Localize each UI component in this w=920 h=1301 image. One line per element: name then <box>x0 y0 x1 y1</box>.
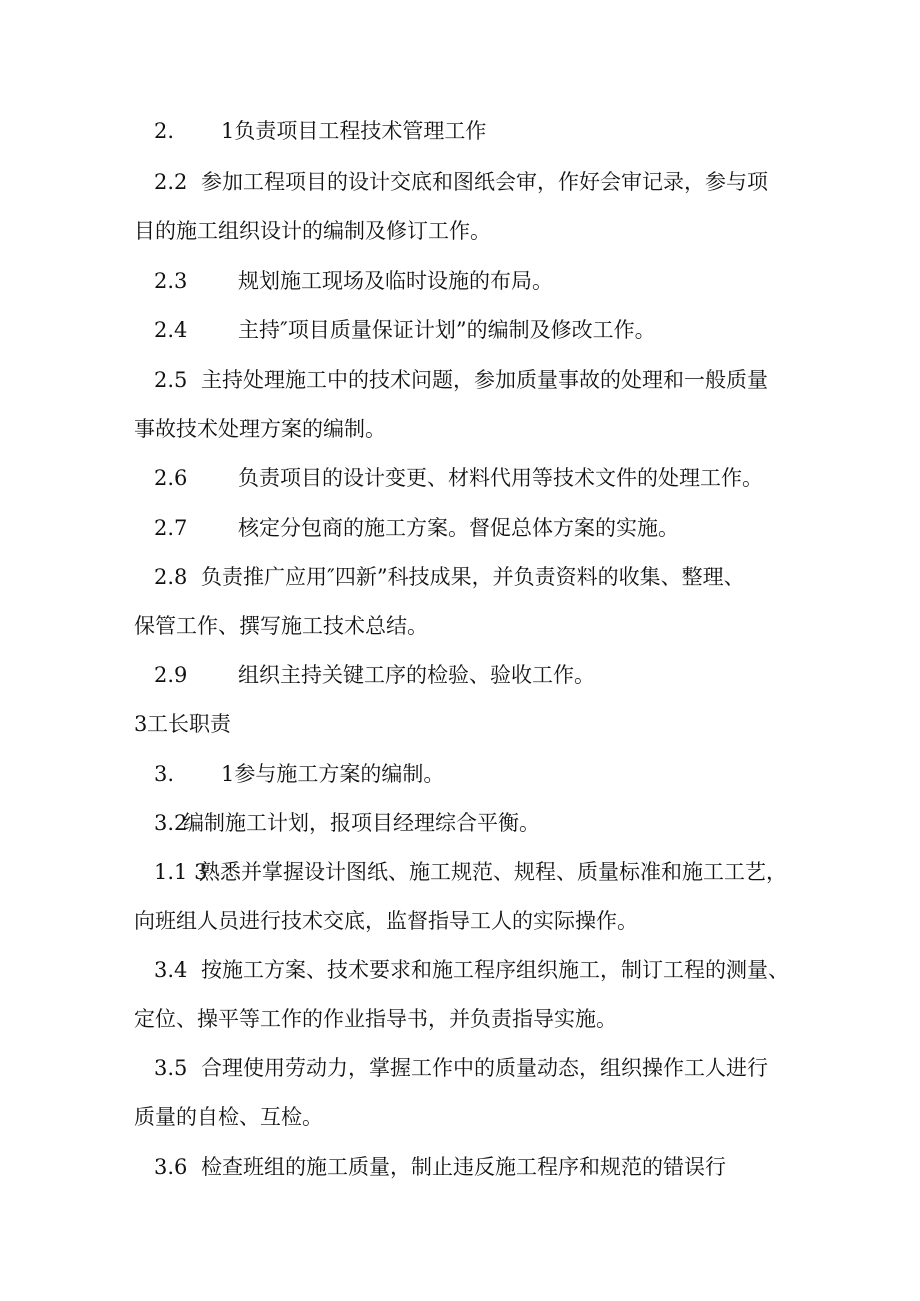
clause-text: 合理使用劳动力，掌握工作中的质量动态，组织操作工人进行 <box>201 1056 768 1080</box>
clause-text-continued: 目的施工组织设计的编制及修订工作。 <box>134 219 491 243</box>
clause-text: 检查班组的施工质量，制止违反施工程序和规范的错误行 <box>201 1155 726 1179</box>
clause-2-4 <box>134 306 784 355</box>
clause-2-7 <box>134 504 784 553</box>
clause-text: 规划施工现场及临时设施的布局。 <box>238 269 553 293</box>
clause-text-continued: 质量的自检、互检。 <box>134 1105 323 1129</box>
clause-number: 2.3 <box>154 269 188 293</box>
clause-number: 3.4 <box>154 958 188 982</box>
clause-text-continued: 向班组人员进行技术交底，监督指导工人的实际操作。 <box>134 909 638 933</box>
section-title: 工长职责 <box>147 712 231 736</box>
clause-2-6 <box>134 454 784 503</box>
clause-text: 核定分包商的施工方案。督促总体方案的实施。 <box>238 516 679 540</box>
clause-2-3 <box>134 257 784 306</box>
clause-3-1 <box>134 750 784 799</box>
clause-text: 负责推广应用″四新”科技成果，并负责资料的收集、整理、 <box>201 565 745 589</box>
clause-text: 参加工程项目的设计交底和图纸会审，作好会审记录，参与项 <box>201 170 768 194</box>
clause-2-9 <box>134 651 784 700</box>
clause-number: 3.5 <box>154 1056 188 1080</box>
clause-text: 熟悉并掌握设计图纸、施工规范、规程、质量标准和施工工艺， <box>199 860 787 884</box>
clause-text-continued: 保管工作、撰写施工技术总结。 <box>134 614 428 638</box>
clause-text: 负责项目的设计变更、材料代用等技术文件的处理工作。 <box>238 466 763 490</box>
clause-text: 主持处理施工中的技术问题，参加质量事故的处理和一般质量 <box>201 368 768 392</box>
clause-text: 1参与施工方案的编制。 <box>221 762 445 786</box>
clause-2-8 <box>134 553 784 651</box>
clause-3-6 <box>134 1143 784 1192</box>
clause-text: 按施工方案、技术要求和施工程序组织施工，制订工程的测量、 <box>201 958 789 982</box>
clause-text-continued: 事故技术处理方案的编制。 <box>134 417 386 441</box>
section-number: 3 <box>134 712 148 736</box>
clause-number: 2.7 <box>154 516 188 540</box>
clause-number: 2.2 <box>154 170 188 194</box>
clause-number: 3.2 <box>154 811 188 835</box>
clause-3-4 <box>134 946 789 1044</box>
clause-2-2 <box>134 158 784 256</box>
clause-number: 2. <box>154 119 175 143</box>
clause-number: 3.6 <box>154 1155 188 1179</box>
clause-text: 1负责项目工程技术管理工作 <box>221 119 487 143</box>
clause-text: 主持″项目质量保证计划”的编制及修改工作。 <box>238 318 656 342</box>
clause-number: 1.1 3 <box>154 860 208 884</box>
clause-text-continued: 定位、操平等工作的作业指导书，并负责指导实施。 <box>134 1007 617 1031</box>
clause-3-2 <box>134 799 784 848</box>
clause-number: 2.8 <box>154 565 188 589</box>
clause-3-3 <box>134 848 787 946</box>
clause-number: 2.5 <box>154 368 188 392</box>
clause-text: 组织主持关键工序的检验、验收工作。 <box>238 663 595 687</box>
clause-number: 2.4 <box>154 318 188 342</box>
clause-number: 2.9 <box>154 663 188 687</box>
clause-3-5 <box>134 1044 784 1142</box>
clause-text: 编制施工计划，报项目经理综合平衡。 <box>183 811 540 835</box>
clause-number: 2.6 <box>154 466 188 490</box>
clause-2-1 <box>134 107 784 156</box>
clause-number: 3. <box>154 762 175 786</box>
section-3-heading <box>134 700 784 749</box>
clause-2-5 <box>134 356 784 454</box>
